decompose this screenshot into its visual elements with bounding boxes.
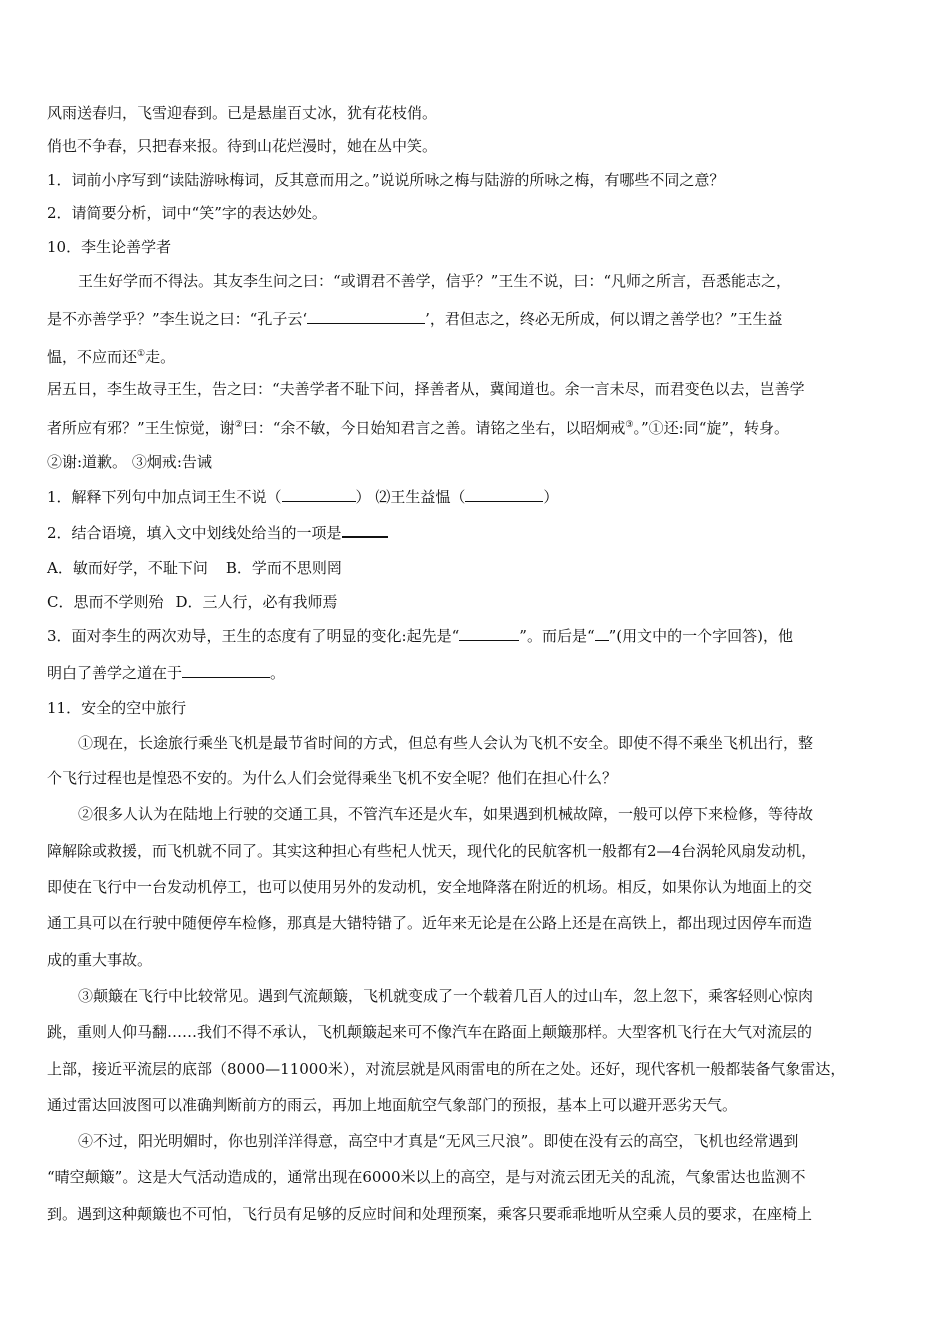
q11-p2-line-4: 通工具可以在行驶中随便停车检修，那真是大错特错了。近年来无论是在公路上还是在高铁上，都出现过因停车而造 [47,914,813,932]
q10-p1-line-2 [47,308,910,330]
answer-blank-3[interactable] [342,522,388,538]
q11-p3-line-4: 通过雷达回波图可以准确判断前方的雨云，再加上地面航空气象部门的预报，基本上可以避开恶劣天气。 [47,1096,738,1114]
q9-item-2: 2．请简要分析，词中“笑”字的表达妙处。 [47,204,327,222]
q10-p1-line-3 [47,343,910,368]
answer-blank-4[interactable] [459,626,519,641]
option-b: B．学而不思则罔 [225,559,342,577]
answer-blank-1[interactable] [282,487,356,502]
q10-p1-line-3-pre: 愠，不应而还 [47,348,138,366]
q10-p1-line-3-post: 走。 [145,348,176,366]
q11-p4-line-1: ④不过，阳光明媚时，你也别洋洋得意，高空中才真是“无风三尺浪”。即使在没有云的高空，飞机也经常遇到 [78,1132,799,1150]
q10-p1-line-2-pre: 是不亦善学乎？”李生说之曰：“孔子云‘ [47,310,308,328]
q10-p1-line-2-post: ’，君但志之，终必无所成，何以谓之善学也？”王生益 [425,310,783,328]
q10-sub-1-post: ） [543,488,559,506]
q10-p1-line-1: 王生好学而不得法。其友李生问之曰：“或谓君不善学，信乎？”王生不说，曰：“凡师之所言，吾悉能志之， [78,272,792,290]
answer-blank-6[interactable] [182,663,270,678]
q10-p2-line-2-pre: 者所应有邪？”王生惊觉，谢 [47,419,235,437]
q10-sub-3-mid: ”。而后是“ [519,627,595,645]
q10-options-ab [47,557,910,579]
q11-title: 11．安全的空中旅行 [47,699,187,717]
q10-sub-2-text: 2．结合语境，填入文中划线处给当的一项是 [47,524,342,542]
q10-sub-1 [47,486,910,508]
poem-line-1: 风雨送春归，飞雪迎春到。已是悬崖百丈冰，犹有花枝俏。 [47,104,438,122]
q11-p2-line-3: 即使在飞行中一台发动机停工，也可以使用另外的发动机，安全地降落在附近的机场。相反，如果你认为地面上的交 [47,878,813,896]
footnote-marker-3: ③ [625,420,634,430]
q10-fill-blank[interactable] [307,309,425,324]
q11-p1-line-1: ①现在，长途旅行乘坐飞机是最节省时间的方式，但总有些人会认为飞机不安全。即使不得不乘坐飞机出行，整 [78,734,814,752]
answer-blank-5[interactable] [595,626,609,641]
q10-p2-line-2-post: 。”①还:同“旋”，转身。 [633,419,790,437]
q9-item-1: 1．词前小序写到“读陆游咏梅词，反其意而用之。”说说所咏之梅与陆游的所咏之梅，有哪些不同之意？ [47,171,725,189]
q11-p4-line-2: “晴空颠簸”。这是大气活动造成的，通常出现在6000米以上的高空，是与对流云团无关的乱流，气象雷达也监测不 [47,1168,806,1186]
q10-sub-2 [47,522,910,544]
footnote-marker-1: ① [137,349,146,359]
q10-sub-3-pre: 3．面对李生的两次劝导，王生的态度有了明显的变化:起先是“ [47,627,460,645]
q11-p2-line-1: ②很多人认为在陆地上行驶的交通工具，不管汽车还是火车，如果遇到机械故障，一般可以停下来检修，等待故 [78,805,814,823]
q10-title: 10．李生论善学者 [47,238,172,256]
option-c: C．思而不学则殆 [47,593,164,611]
q11-p1-line-2: 个飞行过程也是惶恐不安的。为什么人们会觉得乘坐飞机不安全呢？他们在担心什么？ [47,769,618,787]
q11-p2-line-2: 障解除或救援，而飞机就不同了。其实这种担心有些杞人忧天，现代化的民航客机一般都有2—4台涡轮风扇发动机， [47,842,817,860]
q10-sub-3-line-2 [47,662,910,684]
q10-p2-line-2-mid: 曰：“余不敏，今日始知君言之善。请铭之坐右，以昭炯戒 [242,419,626,437]
q10-sub-3b-post: 。 [270,664,286,682]
q10-notes: ②谢:道歉。 ③炯戒:告诫 [47,453,212,471]
answer-blank-2[interactable] [465,487,543,502]
q10-sub-1-pre: 1．解释下列句中加点词王生不说（ [47,488,282,506]
option-d: D．三人行，必有我师焉 [175,593,338,611]
q10-sub-3-post: ”(用文中的一个字回答)，他 [608,627,793,645]
q10-p2-line-1: 居五日，李生故寻王生，告之曰：“夫善学者不耻下问，择善者从，冀闻道也。余一言未尽，而君变色以去，岂善学 [47,380,805,398]
poem-line-2: 俏也不争春，只把春来报。待到山花烂漫时，她在丛中笑。 [47,137,438,155]
q10-options-cd [47,591,910,613]
q10-sub-1-mid: ） ⑵王生益愠（ [355,488,466,506]
q10-p2-line-2 [47,414,910,439]
q10-sub-3 [47,625,910,647]
q10-sub-3b-pre: 明白了善学之道在于 [47,664,183,682]
q11-p3-line-1: ③颠簸在飞行中比较常见。遇到气流颠簸，飞机就变成了一个载着几百人的过山车，忽上忽下，乘客轻则心惊肉 [78,987,814,1005]
q11-p3-line-2: 跳，重则人仰马翻……我们不得不承认，飞机颠簸起来可不像汽车在路面上颠簸那样。大型客机飞行在大气对流层的 [47,1023,813,1041]
q11-p4-line-3: 到。遇到这种颠簸也不可怕，飞行员有足够的反应时间和处理预案，乘客只要乖乖地听从空乘人员的要求，在座椅上 [47,1205,813,1223]
footnote-marker-2: ② [234,420,243,430]
option-a: A．敏而好学，不耻下问 [47,559,208,577]
q11-p3-line-3: 上部，接近平流层的底部（8000—11000米），对流层就是风雨雷电的所在之处。还好，现代客机一般都装备气象雷达， [47,1060,846,1078]
q11-p2-line-5: 成的重大事故。 [47,951,153,969]
